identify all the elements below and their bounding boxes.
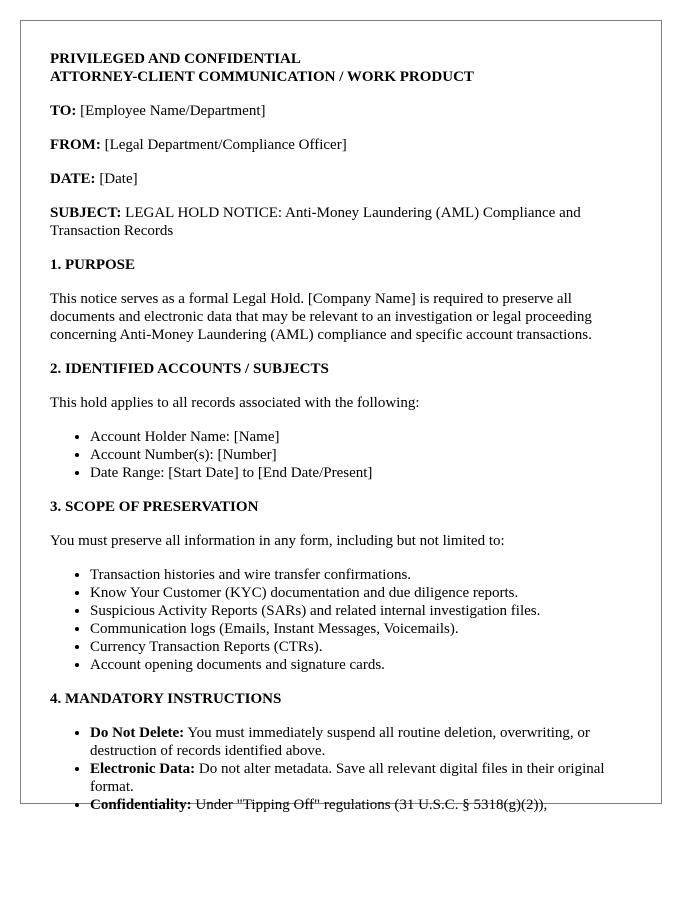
memo-to — [50, 102, 634, 120]
list-item: • Account opening documents and signature cards. — [90, 656, 634, 674]
list-item — [90, 796, 634, 814]
memo-date-label: DATE: — [50, 171, 96, 187]
section-heading-accounts: 2. IDENTIFIED ACCOUNTS / SUBJECTS — [50, 361, 329, 377]
instruction-label: Confidentiality: — [90, 797, 192, 813]
list-item — [90, 724, 634, 760]
memo-to-label: TO: — [50, 103, 77, 119]
memo-subject-value: LEGAL HOLD NOTICE: Anti-Money Laundering (AML) Compliance and Transaction Records — [50, 205, 581, 239]
memo-from-label: FROM: — [50, 137, 101, 153]
header-line-attorney-client: ATTORNEY-CLIENT COMMUNICATION / WORK PRODUCT — [50, 69, 474, 85]
confidentiality-header — [50, 50, 634, 86]
scope-list — [50, 566, 634, 674]
instruction-text: Under "Tipping Off" regulations (31 U.S.C. § 5318(g)(2)), — [195, 797, 548, 813]
memo-from-value: [Legal Department/Compliance Officer] — [104, 137, 347, 153]
list-item: • Account Number(s): [Number] — [90, 446, 634, 464]
list-item: • Communication logs (Emails, Instant Messages, Voicemails). — [90, 620, 634, 638]
purpose-body: This notice serves as a formal Legal Hold. [Company Name] is required to preserve all documents and electronic data that may be relevant to an investigation or legal proceeding concerning Anti-Money Laundering (AML) compliance and specific account transactions. — [50, 291, 592, 343]
memo-date-value: [Date] — [99, 171, 138, 187]
document-page — [20, 20, 662, 813]
accounts-list — [50, 428, 634, 482]
list-item: • Suspicious Activity Reports (SARs) and related internal investigation files. — [90, 602, 634, 620]
memo-subject-label: SUBJECT: — [50, 205, 122, 221]
section-heading-instructions: 4. MANDATORY INSTRUCTIONS — [50, 691, 282, 707]
list-item: • Date Range: [Start Date] to [End Date/Present] — [90, 464, 634, 482]
instruction-label: Electronic Data: — [90, 761, 196, 777]
memo-date — [50, 170, 634, 188]
accounts-intro: This hold applies to all records associated with the following: — [50, 395, 420, 411]
list-item — [90, 760, 634, 796]
memo-to-value: [Employee Name/Department] — [80, 103, 266, 119]
list-item: • Transaction histories and wire transfer confirmations. — [90, 566, 634, 584]
list-item: • Account Holder Name: [Name] — [90, 428, 634, 446]
list-item: • Currency Transaction Reports (CTRs). — [90, 638, 634, 656]
instruction-text: Do not alter metadata. Save all relevant digital files in their original format. — [90, 761, 605, 795]
list-item: • Know Your Customer (KYC) documentation and due diligence reports. — [90, 584, 634, 602]
instructions-list — [50, 724, 634, 814]
section-heading-scope: 3. SCOPE OF PRESERVATION — [50, 499, 259, 515]
memo-subject — [50, 204, 634, 240]
section-heading-purpose: 1. PURPOSE — [50, 257, 136, 273]
document-content — [50, 50, 634, 830]
instruction-label: Do Not Delete: — [90, 725, 185, 741]
memo-from — [50, 136, 634, 154]
instruction-text: You must immediately suspend all routine deletion, overwriting, or destruction of records identified above. — [90, 725, 590, 759]
header-line-privileged: PRIVILEGED AND CONFIDENTIAL — [50, 51, 301, 67]
scope-intro: You must preserve all information in any form, including but not limited to: — [50, 533, 505, 549]
